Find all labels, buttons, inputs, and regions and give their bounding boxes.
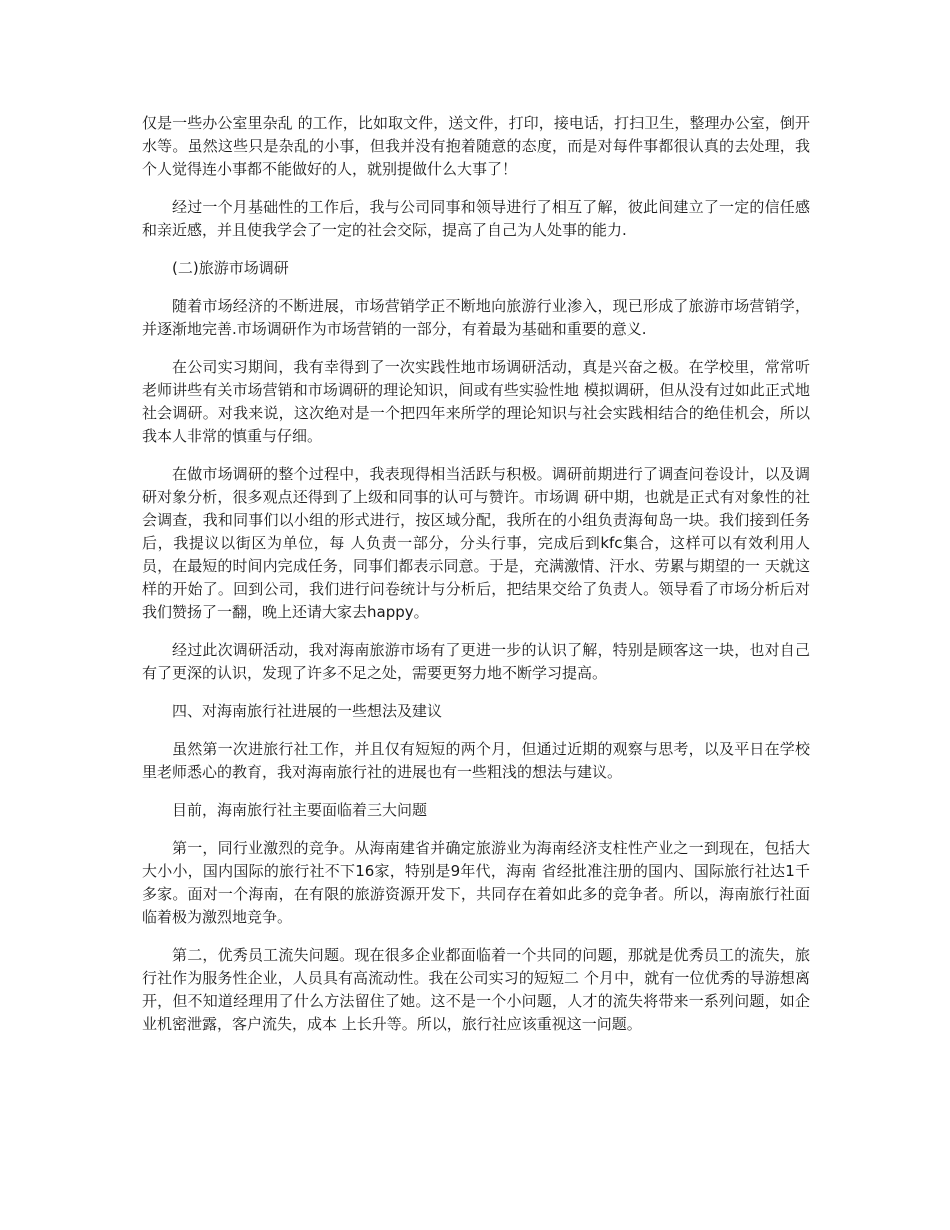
paragraph: 第一，同行业激烈的竞争。从海南建省并确定旅游业为海南经济支柱性产业之一到现在，包括大大小小，国内国际的旅行社不下16家，特别是9年代，海南 省经批准注册的国内、国际旅行社达1千多家。面对一个海南，在有限的旅游资源开发下，共同存在着如此多的竞争者。所以，海南旅行社面临着极为激烈地竞争。	[142, 839, 810, 926]
paragraph: 在公司实习期间，我有幸得到了一次实践性地市场调研活动，真是兴奋之极。在学校里，常常听老师讲些有关市场营销和市场调研的理论知识，间或有些实验性地 模拟调研，但从没有过如此正式地社会调研。对我来说，这次绝对是一个把四年来所学的理论知识与社会实践相结合的绝佳机会，所以我本人非常的慎重与仔细。	[142, 358, 810, 445]
section-heading: 目前，海南旅行社主要面临着三大问题	[172, 801, 428, 819]
document-body	[142, 112, 810, 1051]
paragraph: 第二，优秀员工流失问题。现在很多企业都面临着一个共同的问题，那就是优秀员工的流失，旅行社作为服务性企业，人员具有高流动性。我在公司实习的短短二 个月中，就有一位优秀的导游想离开，但不知道经理用了什么方法留住了她。这不是一个小问题，人才的流失将带来一系列问题，如企业机密泄露，客户流失，成本 上长升等。所以，旅行社应该重视这一问题。	[142, 946, 810, 1033]
paragraph: 仅是一些办公室里杂乱 的工作，比如取文件，送文件，打印，接电话，打扫卫生，整理办公室，倒开水等。虽然这些只是杂乱的小事，但我并没有抱着随意的态度，而是对每件事都很认真的去处理，我个人觉得连小事都不能做好的人，就别提做什么大事了！	[142, 114, 810, 178]
paragraph: 在做市场调研的整个过程中，我表现得相当活跃与积极。调研前期进行了调查问卷设计，以及调研对象分析，很多观点还得到了上级和同事的认可与赞许。市场调 研中期，也就是正式有对象性的社会调查，我和同事们以小组的形式进行，按区域分配，我所在的小组负责海甸岛一块。我们接到任务后，我提议以街区为单位，每 人负责一部分，分头行事，完成后到kfc集合，这样可以有效利用人员，在最短的时间内完成任务，同事们都表示同意。于是，充满激情、汗水、劳累与期望的一 天就这样的开始了。回到公司，我们进行问卷统计与分析后，把结果交给了负责人。领导看了市场分析后对我们赞扬了一翻，晚上还请大家去happy。	[142, 465, 810, 621]
paragraph: 经过一个月基础性的工作后，我与公司同事和领导进行了相互了解，彼此间建立了一定的信任感和亲近感，并且使我学会了一定的社会交际，提高了自己为人处事的能力.	[142, 198, 810, 239]
paragraph: 虽然第一次进旅行社工作，并且仅有短短的两个月，但通过近期的观察与思考，以及平日在学校里老师悉心的教育，我对海南旅行社的进展也有一些粗浅的想法与建议。	[142, 740, 810, 781]
paragraph: 经过此次调研活动，我对海南旅游市场有了更进一步的认识了解，特别是顾客这一块，也对自己有了更深的认识，发现了许多不足之处，需要更努力地不断学习提高。	[142, 641, 810, 682]
section-heading: 四、对海南旅行社进展的一些想法及建议	[172, 702, 443, 720]
paragraph: 随着市场经济的不断进展，市场营销学正不断地向旅游行业渗入，现已形成了旅游市场营销学，并逐渐地完善.市场调研作为市场营销的一部分，有着最为基础和重要的意义.	[142, 297, 810, 338]
section-heading: (二)旅游市场调研	[172, 259, 289, 277]
